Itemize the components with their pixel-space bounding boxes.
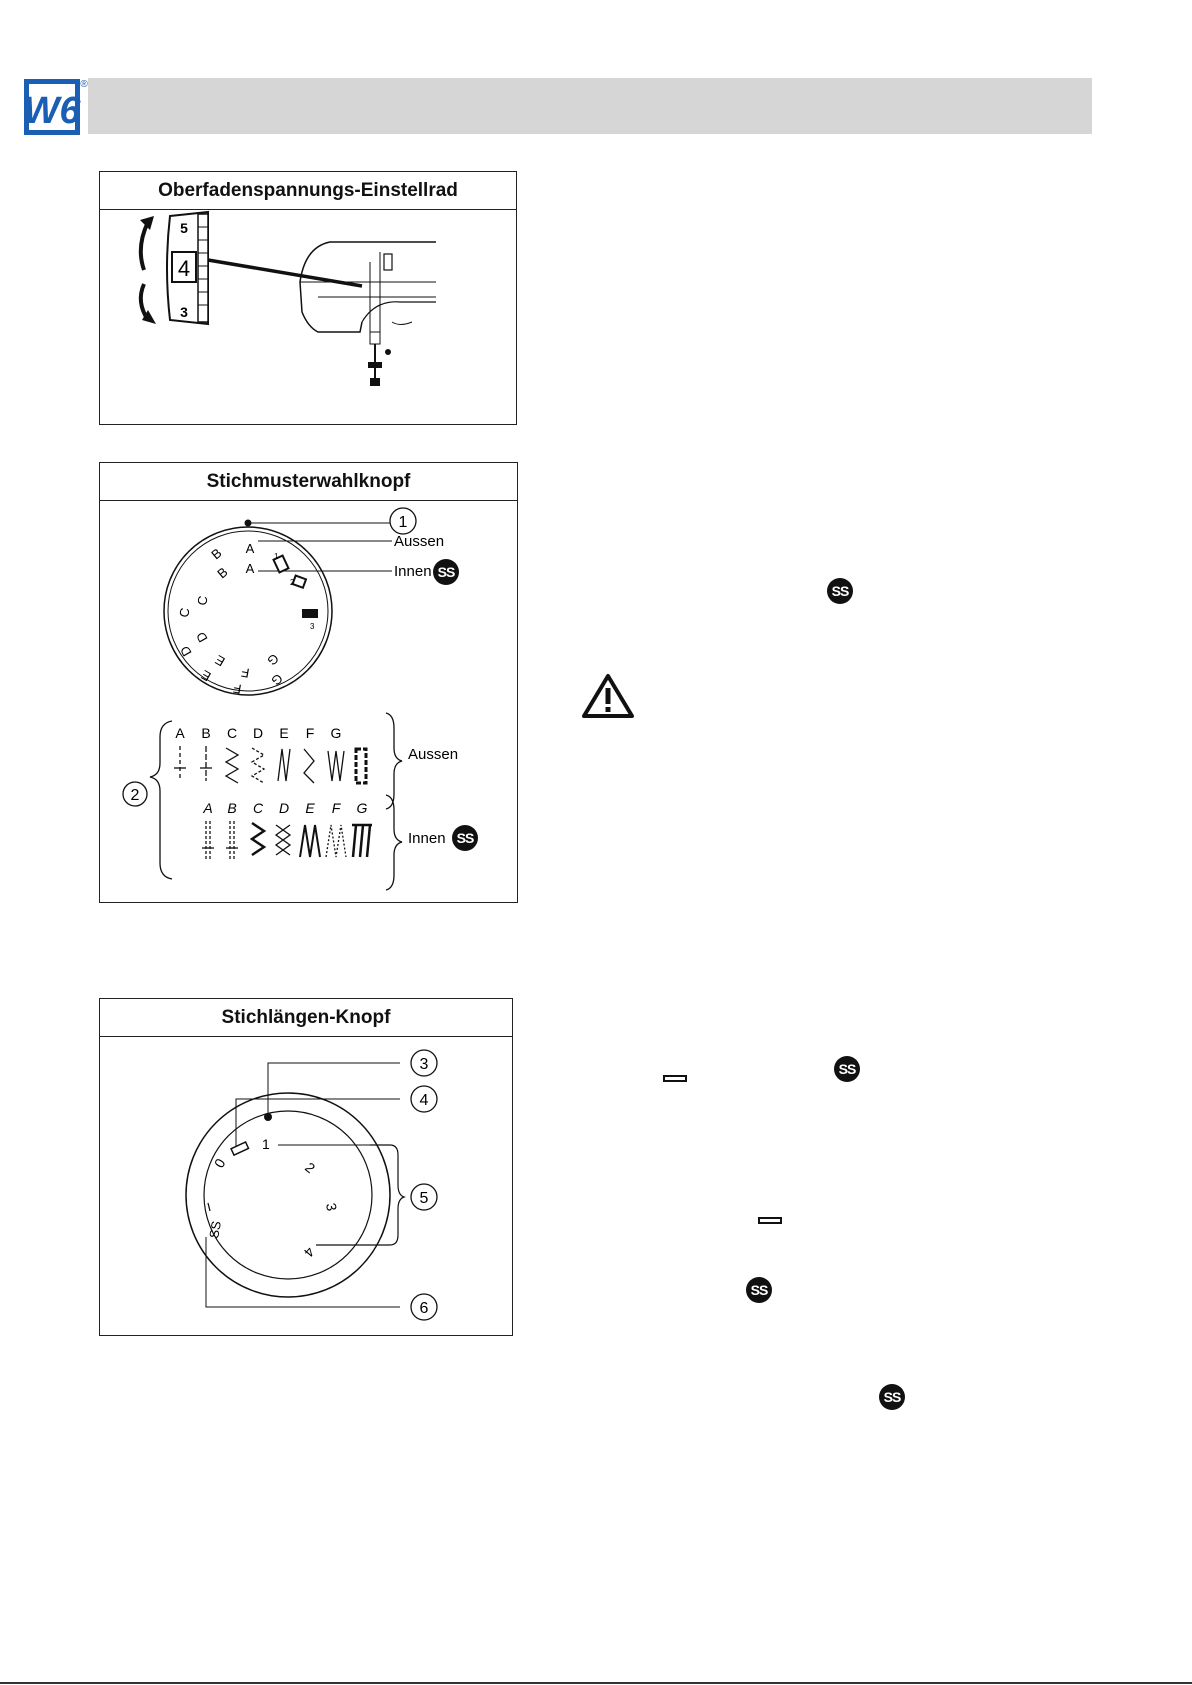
ss-icon: SS [834,1056,860,1082]
svg-text:F: F [331,800,341,816]
svg-text:B: B [227,800,237,816]
warning-triangle-icon [580,672,636,725]
dial-label-innen: Innen [394,563,432,580]
svg-text:B: B [208,545,225,563]
length-dial-illustration [100,999,514,1337]
svg-text:SS: SS [206,1219,224,1240]
svg-text:E: E [305,800,315,816]
dial-label-aussen: Aussen [394,533,445,550]
ss-icon: SS [827,578,853,604]
dial-A-outer: A [245,541,255,556]
svg-text:B: B [214,564,231,582]
stitch-rect-icon [758,1217,782,1224]
svg-text:B: B [201,725,211,741]
page-bottom-rule [0,1682,1192,1684]
callout-3: 3 [419,1056,429,1073]
callout-2: 2 [130,787,140,804]
svg-text:C: C [194,594,211,607]
svg-text:0: 0 [210,1155,229,1171]
dial-A-inner: A [245,561,255,576]
tension-number-3: 3 [180,304,188,320]
svg-text:G: G [356,800,368,816]
svg-text:E: E [198,667,214,685]
svg-text:1: 1 [262,1136,270,1152]
callout-4: 4 [419,1092,429,1109]
callout-6: 6 [419,1300,429,1317]
svg-text:4: 4 [300,1244,318,1261]
svg-text:A: A [175,725,185,741]
svg-text:2: 2 [290,578,295,587]
svg-text:G: G [330,725,342,741]
stitch-length-panel [99,998,513,1336]
length-panel-title: Stichlängen-Knopf [100,999,512,1037]
svg-text:D: D [192,629,211,645]
svg-text:®: ® [80,79,88,90]
ss-icon: SS [433,559,459,585]
tension-dial-illustration [100,172,518,426]
svg-text:3: 3 [310,622,315,631]
svg-text:F: F [305,725,315,741]
pattern-panel-title: Stichmusterwahlknopf [100,463,517,501]
svg-text:F: F [232,680,243,697]
svg-text:D: D [176,643,195,659]
svg-text:1: 1 [274,552,279,561]
header-bar [88,78,1092,134]
ss-icon: SS [452,825,478,851]
svg-text:D: D [278,800,290,816]
callout-5: 5 [419,1190,429,1207]
svg-text:3: 3 [323,1201,341,1213]
tension-panel-title: Oberfadenspannungs-Einstellrad [100,172,516,210]
tension-number-5: 5 [180,220,188,236]
ss-icon: SS [879,1384,905,1410]
svg-text:A: A [203,800,213,816]
w6-logo [24,77,88,135]
svg-text:F: F [240,664,251,681]
row-label-innen: Innen [408,830,446,847]
svg-text:E: E [212,652,228,670]
svg-text:C: C [226,725,238,741]
svg-text:C: C [252,800,264,816]
svg-text:D: D [252,725,264,741]
tension-dial-panel [99,171,517,425]
svg-text:C: C [176,606,193,619]
row-label-aussen: Aussen [408,746,459,763]
callout-1: 1 [398,514,408,531]
pattern-selector-panel [99,462,518,903]
stitch-rect-icon [663,1075,687,1082]
tension-number-4: 4 [177,256,191,281]
ss-icon: SS [746,1277,772,1303]
svg-text:G: G [264,650,282,669]
svg-text:G: G [268,670,286,689]
svg-text:W6: W6 [24,90,81,132]
svg-text:2: 2 [302,1159,319,1177]
svg-text:E: E [279,725,289,741]
